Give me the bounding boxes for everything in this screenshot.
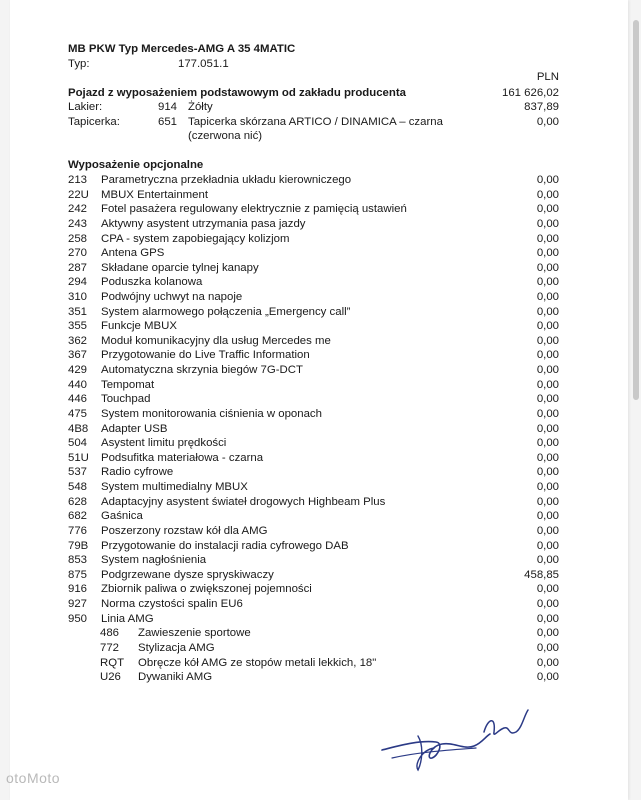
option-price: 0,00 [536,481,559,493]
option-price: 0,00 [536,349,559,362]
option-code: 440 [68,378,88,391]
option-name: Linia AMG [101,612,154,625]
suboption-code: U26 [100,671,121,684]
base-vehicle-price: 161 626,02 [501,87,559,99]
option-name: Przygotowanie do instalacji radia cyfrowego DAB [101,539,349,552]
option-name: Parametryczna przekładnia układu kierowniczego [101,174,352,186]
option-code: 351 [68,305,88,318]
option-price: 0,00 [536,583,559,596]
option-name: MBUX Entertainment [101,188,208,201]
option-code: 548 [68,481,88,493]
option-name: Automatyczna skrzynia biegów 7G-DCT [101,364,303,377]
option-price: 0,00 [536,451,559,464]
option-price: 0,00 [536,422,559,435]
option-code: 950 [68,612,88,625]
option-price: 0,00 [536,539,559,552]
option-name: System monitorowania ciśnienia w oponach [101,407,322,420]
option-code: 242 [68,203,88,216]
document-page [10,0,628,800]
option-name: Touchpad [101,393,151,406]
option-code: 310 [68,291,88,303]
option-name: Przygotowanie do Live Traffic Information [101,349,310,362]
document-title: MB PKW Typ Mercedes-AMG A 35 4MATIC [68,43,296,55]
option-price: 0,00 [536,188,559,201]
upholstery-code: 651 [158,116,178,128]
currency-label: PLN [536,71,559,83]
option-code: 429 [68,364,88,377]
option-code: 355 [68,320,88,333]
option-name: Tempomat [101,378,155,391]
option-price: 0,00 [536,217,559,230]
option-code: 270 [68,247,88,260]
suboption-name: Zawieszenie sportowe [138,627,251,640]
option-name: Gaśnica [101,510,143,523]
option-price: 0,00 [536,276,559,289]
suboption-price: 0,00 [536,641,559,654]
option-price: 0,00 [536,247,559,260]
option-price: 0,00 [536,174,559,186]
option-price: 0,00 [536,203,559,216]
option-code: 22U [68,188,89,201]
option-code: 875 [68,568,88,581]
upholstery-name: Tapicerka skórzana ARTICO / DINAMICA – czarna [188,116,443,128]
option-code: 682 [68,510,88,523]
option-price: 0,00 [536,466,559,479]
option-price: 0,00 [536,305,559,318]
option-name: Zbiornik paliwa o zwiększonej pojemności [101,583,312,596]
paint-name: Żółty [188,101,213,113]
option-name: System multimedialny MBUX [101,481,248,493]
scrollbar[interactable] [633,20,639,400]
suboption-code: RQT [100,656,125,669]
option-price: 458,85 [524,568,559,581]
option-code: 367 [68,349,88,362]
option-price: 0,00 [536,495,559,508]
option-code: 258 [68,232,88,245]
option-price: 0,00 [536,232,559,245]
option-name: Podsufitka materiałowa - czarna [101,451,264,464]
signature [378,706,538,776]
type-label: Typ: [68,58,90,70]
suboption-name: Obręcze kół AMG ze stopów metali lekkich, 18" [138,656,377,669]
option-name: Asystent limitu prędkości [101,437,227,450]
option-price: 0,00 [536,364,559,377]
paint-code: 914 [158,101,178,113]
option-name: System nagłośnienia [101,554,207,567]
suboption-name: Stylizacja AMG [138,641,215,654]
suboption-price: 0,00 [536,627,559,640]
option-code: 927 [68,598,88,610]
watermark-logo: otoMoto [6,770,61,786]
option-name: Moduł komunikacyjny dla usług Mercedes me [101,334,331,347]
option-code: 79B [68,539,89,552]
upholstery-price: 0,00 [536,116,559,128]
option-price: 0,00 [536,291,559,303]
suboption-price: 0,00 [536,671,559,684]
upholstery-name-cont: (czerwona nić) [188,130,263,142]
base-vehicle-title: Pojazd z wyposażeniem podstawowym od zakładu producenta [68,87,406,99]
option-code: 213 [68,174,88,186]
option-name: Poszerzony rozstaw kół dla AMG [101,524,268,537]
option-code: 537 [68,466,88,479]
option-price: 0,00 [536,437,559,450]
option-price: 0,00 [536,407,559,420]
option-name: Fotel pasażera regulowany elektrycznie z pamięcią ustawień [101,203,407,216]
option-code: 287 [68,261,88,274]
option-code: 776 [68,524,88,537]
option-name: CPA - system zapobiegający kolizjom [101,232,290,245]
option-price: 0,00 [536,510,559,523]
option-price: 0,00 [536,320,559,333]
option-price: 0,00 [536,612,559,625]
suboption-code: 486 [100,627,120,640]
option-name: Poduszka kolanowa [101,276,203,289]
option-code: 4B8 [68,422,89,435]
option-name: Norma czystości spalin EU6 [101,598,243,610]
option-code: 628 [68,495,88,508]
optional-equipment-title: Wyposażenie opcjonalne [68,159,204,171]
option-price: 0,00 [536,334,559,347]
option-name: Adaptacyjny asystent świateł drogowych Highbeam Plus [101,495,386,508]
type-value: 177.051.1 [178,58,229,70]
option-price: 0,00 [536,378,559,391]
option-price: 0,00 [536,554,559,567]
option-code: 362 [68,334,88,347]
option-name: Aktywny asystent utrzymania pasa jazdy [101,217,306,230]
option-price: 0,00 [536,393,559,406]
option-name: Podwójny uchwyt na napoje [101,291,243,303]
paint-price: 837,89 [524,101,559,113]
option-code: 853 [68,554,88,567]
option-code: 243 [68,217,88,230]
option-code: 51U [68,451,89,464]
option-name: Podgrzewane dysze spryskiwaczy [101,568,274,581]
option-name: Adapter USB [101,422,168,435]
option-code: 504 [68,437,88,450]
option-code: 446 [68,393,88,406]
suboption-code: 772 [100,641,120,654]
option-code: 475 [68,407,88,420]
option-price: 0,00 [536,598,559,610]
paint-label: Lakier: [68,101,103,113]
option-name: Funkcje MBUX [101,320,177,333]
option-name: Radio cyfrowe [101,466,174,479]
option-code: 294 [68,276,88,289]
option-price: 0,00 [536,524,559,537]
option-price: 0,00 [536,261,559,274]
upholstery-label: Tapicerka: [68,116,120,128]
suboption-name: Dywaniki AMG [138,671,213,684]
option-name: Składane oparcie tylnej kanapy [101,261,259,274]
suboption-price: 0,00 [536,656,559,669]
option-name: Antena GPS [101,247,165,260]
option-name: System alarmowego połączenia „Emergency call” [101,305,351,318]
option-code: 916 [68,583,88,596]
